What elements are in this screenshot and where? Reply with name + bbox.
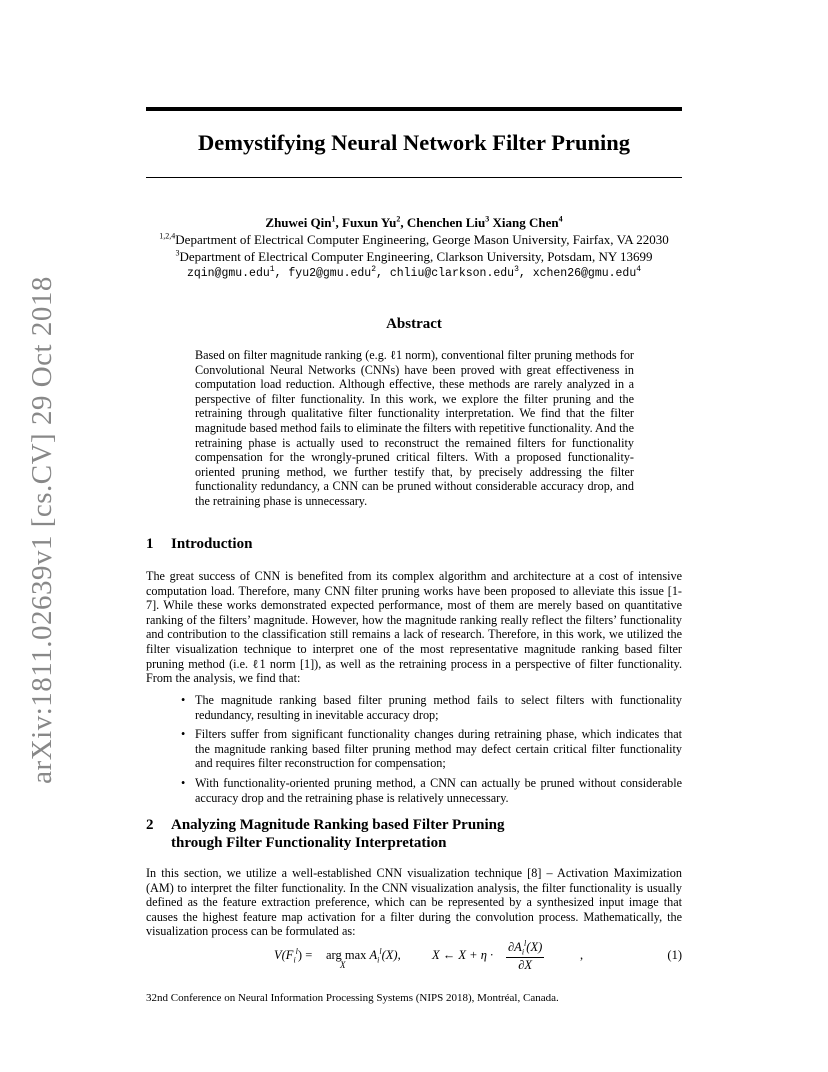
list-item: • With functionality-oriented pruning method, a CNN can actually be pruned without considerable accuracy drop and the retraining phase is relatively unnecessary. xyxy=(146,776,682,805)
equation-update: X ← X + η · xyxy=(432,948,494,962)
author-2-sup: 2 xyxy=(396,214,401,224)
email-3: chliu@clarkson.edu xyxy=(389,267,515,280)
section-2-title-line2: through Filter Functionality Interpretation xyxy=(171,835,447,851)
section-1-title: Introduction xyxy=(171,536,253,552)
equation-lhs: $V(F_i^l)$ = xyxy=(274,946,313,965)
abstract-text: Based on filter magnitude ranking (e.g. ℓ1 norm), conventional filter pruning methods for Convolutional Neural Networks (CNNs) have been proved with great effectiveness in computation load reduction. Although effective, these methods are rarely analyzed in a perspective of filter functionality. In this work, we explore the filter pruning and the retraining through qualitative filter functionality interpretation. We find that the filter magnitude based method fails to eliminate the filters with repetitive functionality. And the retraining phase is actually used to reconstruct the remained filters for functionality compensation for the wrongly-pruned critical filters. With a proposed functionality-oriented pruning method, we further testify that, by precisely addressing the filter functionality redundancy, a CNN can be pruned without considerable accuracy drop, and the retraining phase is unnecessary. xyxy=(195,348,634,508)
list-item: • Filters suffer from significant functionality changes during retraining phase, which indicates that the magnitude ranking based filter pruning method may defect certain critical filter functionality and requires filter reconstruction for compensation; xyxy=(146,727,682,771)
section-1-number: 1 xyxy=(146,536,154,552)
fraction-numerator: $\partial A_i^l(X)$ xyxy=(508,938,543,957)
section-2-number: 2 xyxy=(146,817,154,833)
abstract-title: Abstract xyxy=(386,316,442,332)
author-1-sup: 1 xyxy=(331,214,336,224)
author-4: Xiang Chen xyxy=(492,215,559,230)
conference-footer: 32nd Conference on Neural Information Processing Systems (NIPS 2018), Montréal, Canada. xyxy=(146,992,559,1004)
fraction-denominator: ∂X xyxy=(518,957,533,972)
author-block xyxy=(120,214,708,282)
equation-fraction xyxy=(506,940,544,973)
title-rule-bottom xyxy=(146,177,682,178)
list-item: • The magnitude ranking based filter pruning method fails to select filters with functionality redundancy, resulting in inevitable accuracy drop; xyxy=(146,693,682,722)
section-1-heading xyxy=(146,536,252,553)
author-3-sup: 3 xyxy=(485,214,490,224)
author-4-sup: 4 xyxy=(558,214,563,224)
author-3: Chenchen Liu xyxy=(406,215,486,230)
aff2-sup: 3 xyxy=(175,248,180,258)
aff1-sup: 1,2,4 xyxy=(159,231,176,241)
author-names: Zhuwei Qin$^1$, Fuxun Yu$^2$, Chenchen Liu$^3$ Xiang Chen$^4$ xyxy=(265,214,563,230)
email-2: fyu2@gmu.edu xyxy=(288,267,372,280)
title-rule-top xyxy=(146,107,682,111)
equation-argmax: arg $\max A_i^l(X)$, xyxy=(326,946,401,965)
section-2-heading xyxy=(146,816,505,852)
author-2: Fuxun Yu xyxy=(342,215,397,230)
equation-comma: , xyxy=(580,948,584,962)
section-2-paragraph: In this section, we utilize a well-established CNN visualization technique [8] – Activation Maximization (AM) to interpret the filter functionality. In the CNN visualization analysis, the filter functionality is usually defined as the feature extraction preference, which can be represented by a synthesized input image that causes the highest feature map activation for a filter during the convolution process. Mathematically, the visualization process can be formulated as: xyxy=(146,866,682,939)
section-1-paragraph: The great success of CNN is benefited from its complex algorithm and architecture at a cost of intensive computation load. Therefore, many CNN filter pruning works have been proposed to alleviate this issue [1-7]. While these works demonstrated expected performance, most of them are merely based on quantitative ranking of the filters’ magnitude. However, how the magnitude ranking really reflect the filters’ functionality and contribution to the classification still remains a lack of research. Therefore, in this work, we utilized the filter visualization technique to interpret one of the most representative magnitude ranking based filter pruning method (i.e. ℓ1 norm [1]), as well as the retraining process in a perspective of filter functionality. From the analysis, we find that: xyxy=(146,569,682,686)
paper-title: Demystifying Neural Network Filter Pruning xyxy=(197,130,631,155)
aff1-text: Department of Electrical Computer Engineering, George Mason University, Fairfax, VA 22030 xyxy=(175,232,669,247)
equation-1 xyxy=(146,940,682,972)
section-2-title-line1: Analyzing Magnitude Ranking based Filter Pruning xyxy=(171,817,505,833)
equation-argmax-subscript: X xyxy=(340,960,346,970)
equation-number: (1) xyxy=(667,948,682,962)
arxiv-sidebar: arXiv:1811.02639v1 [cs.CV] 29 Oct 2018 xyxy=(25,276,58,784)
affiliation-2 xyxy=(120,248,708,265)
findings-list xyxy=(146,693,682,810)
email-1: zqin@gmu.edu xyxy=(186,267,270,280)
email-4: xchen26@gmu.edu xyxy=(532,267,637,280)
author-emails: zqin@gmu.edu$^1$, fyu2@gmu.edu$^2$, chliu@clarkson.edu$^3$, xchen26@gmu.edu$^4$ xyxy=(186,265,642,280)
aff2-text: Department of Electrical Computer Engineering, Clarkson University, Potsdam, NY 13699 xyxy=(179,249,653,264)
affiliation-1 xyxy=(120,231,708,248)
author-1: Zhuwei Qin xyxy=(265,215,332,230)
